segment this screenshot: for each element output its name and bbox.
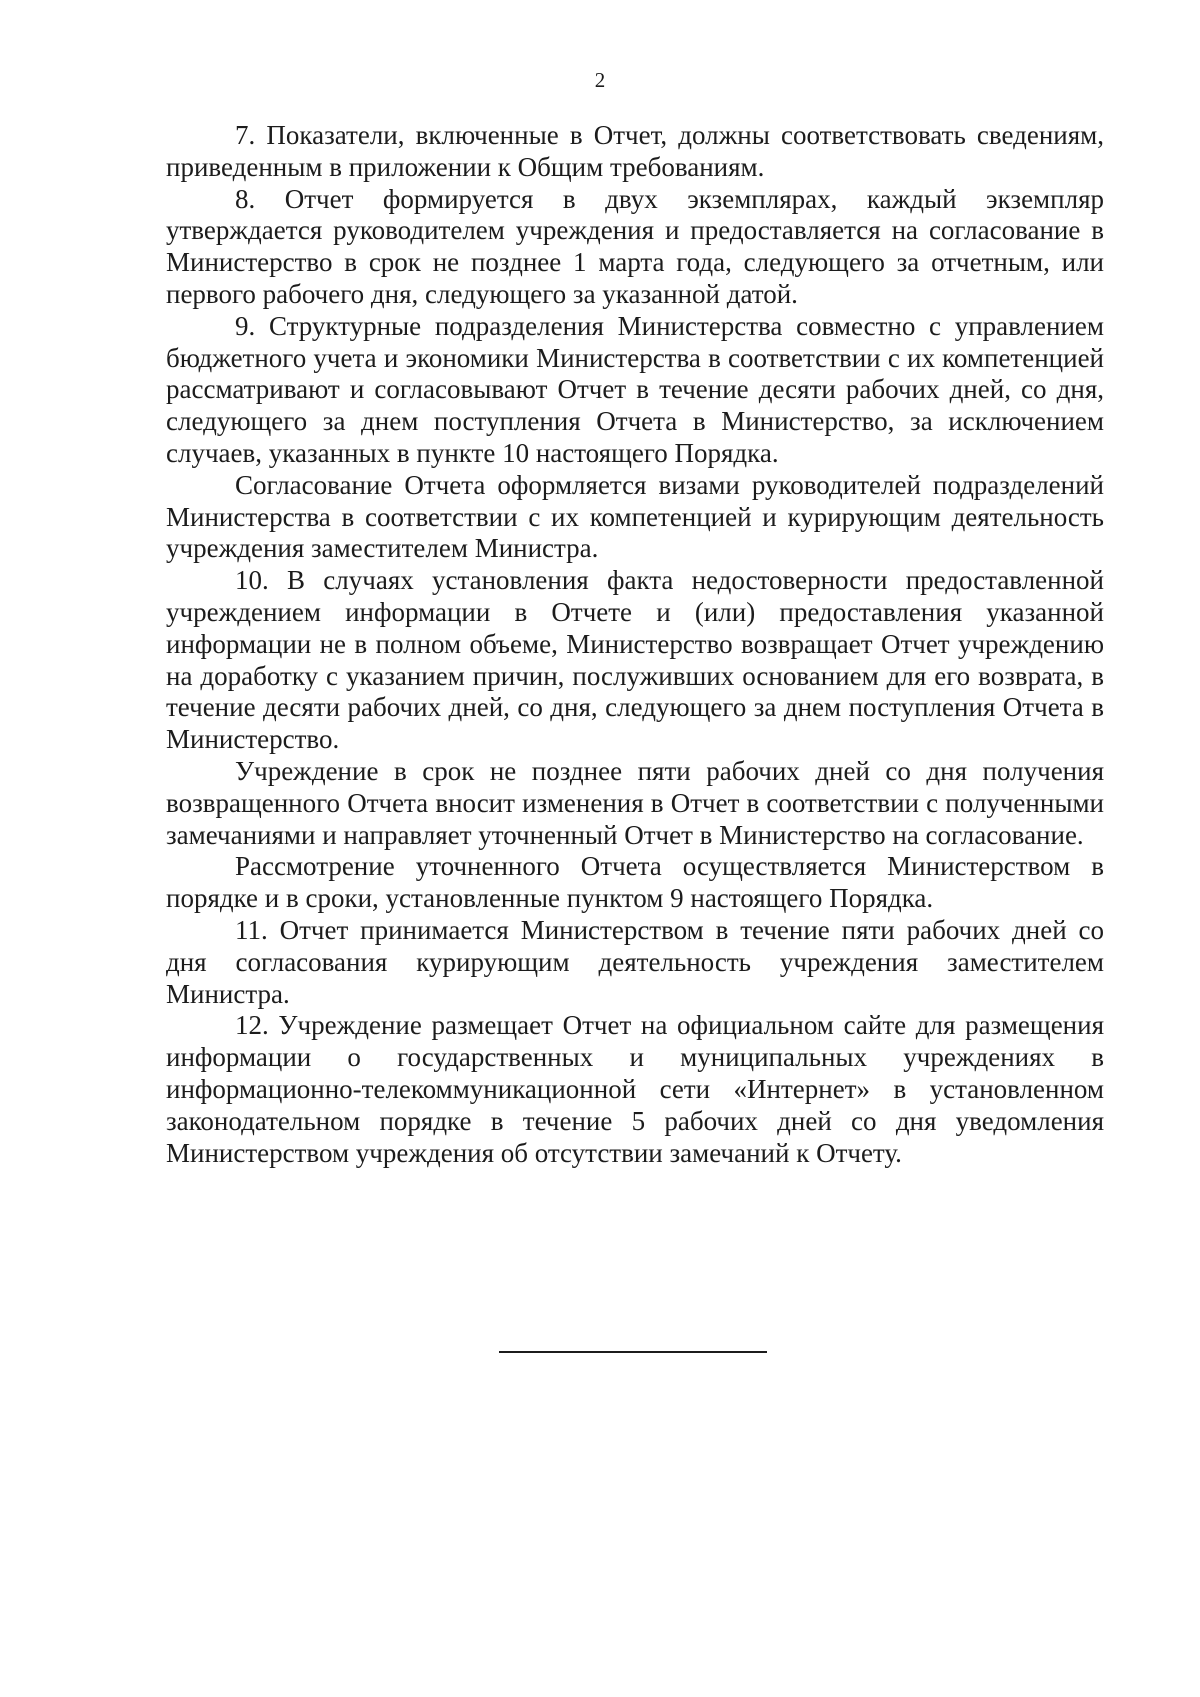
paragraph-item-12: 12. Учреждение размещает Отчет на официальном сайте для размещения информации о государственных и муниципальных учреждениях в информационно-телекоммуникационной сети «Интернет» в установленном законодательном порядке в течение 5 рабочих дней со дня уведомления Министерством учреждения об отсутствии замечаний к Отчету.	[166, 1010, 1104, 1168]
page-number: 2	[594, 68, 606, 92]
paragraph-item-11: 11. Отчет принимается Министерством в течение пяти рабочих дней со дня согласования курирующим деятельность учреждения заместителем Министра.	[166, 914, 1104, 1009]
paragraph-item-7: 7. Показатели, включенные в Отчет, должны соответствовать сведениям, приведенным в приложении к Общим требованиям.	[166, 120, 1104, 182]
paragraph-item-8: 8. Отчет формируется в двух экземплярах, каждый экземпляр утверждается руководителем учреждения и предоставляется на согласование в Министерство в срок не позднее 1 марта года, следующего за отчетным, или первого рабочего дня, следующего за указанной датой.	[166, 183, 1104, 309]
document-body	[166, 120, 1104, 1169]
paragraph-resubmission: Учреждение в срок не позднее пяти рабочих дней со дня получения возвращенного Отчета вносит изменения в Отчет в соответствии с полученными замечаниями и направляет уточненный Отчет в Министерство на согласование.	[166, 755, 1104, 850]
paragraph-item-10: 10. В случаях установления факта недостоверности предоставленной учреждением информации в Отчете и (или) предоставления указанной информации не в полном объеме, Министерство возвращает Отчет учреждению на доработку с указанием причин, послуживших основанием для его возврата, в течение десяти рабочих дней, со дня, следующего за днем поступления Отчета в Министерство.	[166, 565, 1104, 755]
paragraph-review: Рассмотрение уточненного Отчета осуществляется Министерством в порядке и в сроки, установленные пунктом 9 настоящего Порядка.	[166, 851, 1104, 914]
end-divider	[499, 1351, 767, 1353]
paragraph-approval: Согласование Отчета оформляется визами руководителей подразделений Министерства в соответствии с их компетенцией и курирующим деятельность учреждения заместителем Министра.	[166, 469, 1104, 564]
paragraph-item-9: 9. Структурные подразделения Министерства совместно с управлением бюджетного учета и экономики Министерства в соответствии с их компетенцией рассматривают и согласовывают Отчет в течение десяти рабочих дней, со дня, следующего за днем поступления Отчета в Министерство, за исключением случаев, указанных в пункте 10 настоящего Порядка.	[166, 310, 1104, 468]
